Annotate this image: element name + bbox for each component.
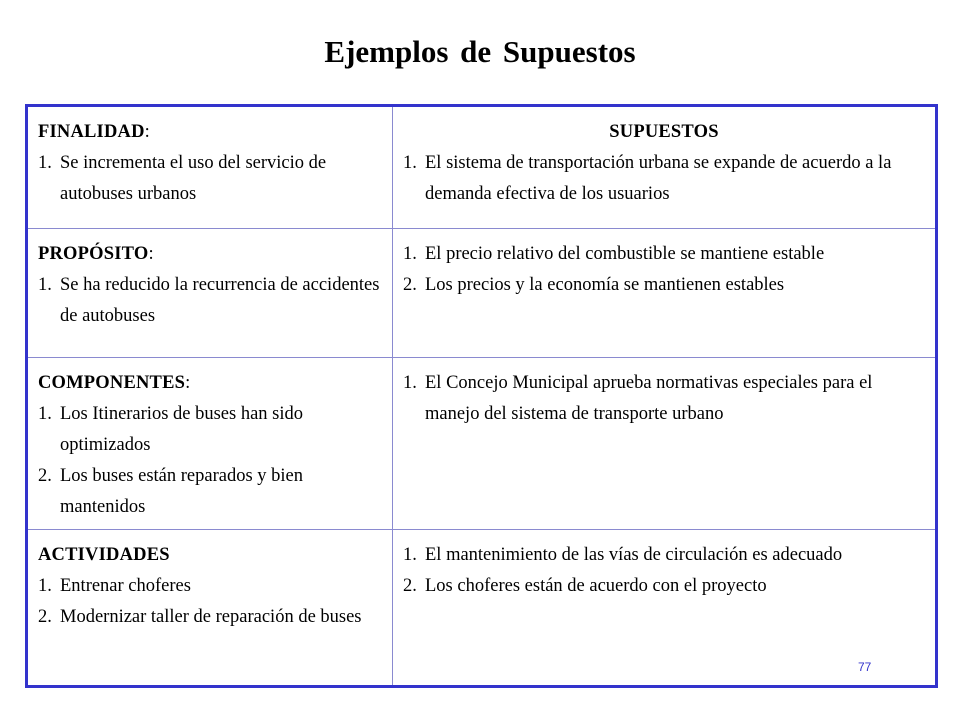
list-item: 1. El Concejo Municipal aprueba normativas especiales para el manejo del sistema de transporte urbano: [403, 373, 873, 424]
item-list: [403, 368, 925, 430]
item-list: [38, 148, 382, 210]
list-item: 1. Se incrementa el uso del servicio de autobuses urbanos: [38, 153, 327, 204]
list-item: 2. Los buses están reparados y bien mantenidos: [38, 466, 304, 517]
list-item: 1. Se ha reducido la recurrencia de accidentes de autobuses: [38, 275, 380, 326]
list-item: 1. Los Itinerarios de buses han sido optimizados: [38, 404, 304, 455]
cell-finalidad: [28, 107, 393, 229]
item-list: [403, 540, 925, 602]
list-item: 2. Los choferes están de acuerdo con el proyecto: [403, 576, 767, 596]
cell-supuestos-actividades: [393, 530, 935, 685]
column-heading: SUPUESTOS: [609, 122, 719, 142]
cell-supuestos-finalidad: [393, 107, 935, 229]
list-item: 1. El sistema de transportación urbana se expande de acuerdo a la demanda efectiva de los usuarios: [403, 153, 892, 204]
row-heading: FINALIDAD:: [38, 122, 150, 142]
list-item: 1. Entrenar choferes: [38, 576, 191, 596]
cell-supuestos-componentes: [393, 358, 935, 530]
cell-actividades: [28, 530, 393, 685]
row-heading: PROPÓSITO:: [38, 244, 154, 264]
list-item: 2. Los precios y la economía se mantienen estables: [403, 275, 785, 295]
cell-proposito: [28, 229, 393, 358]
list-item: 1. El mantenimiento de las vías de circulación es adecuado: [403, 545, 843, 565]
cell-componentes: [28, 358, 393, 530]
item-list: [38, 270, 382, 332]
row-heading: COMPONENTES:: [38, 373, 191, 393]
page-number: 77: [858, 660, 872, 674]
assumptions-table: [25, 104, 938, 688]
item-list: [403, 239, 925, 301]
page-title: Ejemplos de Supuestos: [324, 34, 636, 69]
item-list: [38, 571, 382, 633]
list-item: 1. El precio relativo del combustible se mantiene estable: [403, 244, 825, 264]
item-list: [38, 399, 382, 523]
list-item: 2. Modernizar taller de reparación de buses: [38, 607, 362, 627]
cell-supuestos-proposito: [393, 229, 935, 358]
item-list: [403, 148, 925, 210]
row-heading: ACTIVIDADES: [38, 545, 170, 565]
